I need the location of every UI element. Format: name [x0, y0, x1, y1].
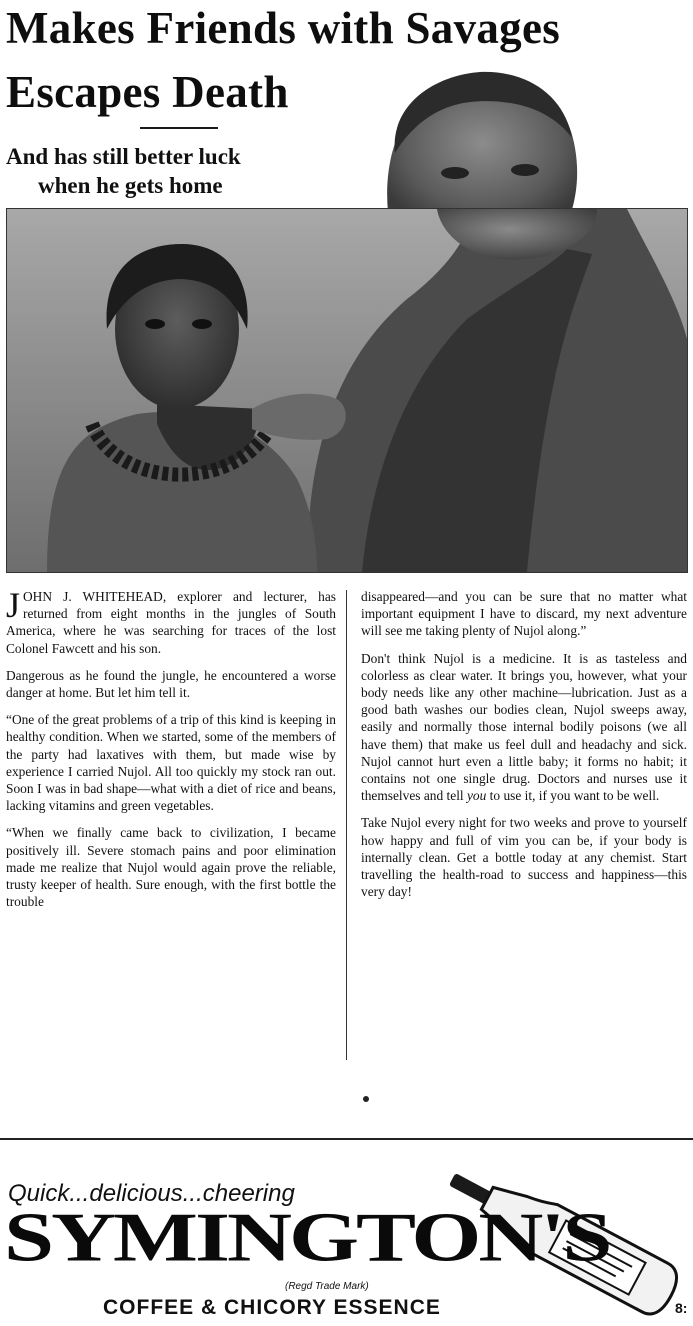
article-paragraph: disappeared—and you can be sure that no matter what important equipment I have to discard, my next adventure will see me taking plenty of Nujol along.” — [361, 589, 687, 639]
article-paragraph-text: to use it, if you want to be well. — [486, 788, 660, 804]
article-paragraph — [361, 650, 687, 805]
advert-tagline: Quick...delicious...cheering — [8, 1180, 295, 1207]
subheadline-line-1: And has still better luck — [6, 144, 241, 169]
drop-cap: J — [6, 585, 21, 625]
headline-line-2: Escapes Death — [6, 67, 289, 117]
article-paragraph: “One of the great problems of a trip of this kind is keeping in healthy condition. When we started, some of the members of the party had laxatives with them, but made wise by experience I carried Nujol. All too quickly my stock ran out. Soon I was in bad shape—what with a diet of rice and beans, lacking vitamins and green vegetables. — [6, 712, 336, 814]
article-column-right — [361, 588, 687, 910]
article-paragraph — [6, 585, 336, 657]
corner-page-mark: 8: — [675, 1300, 688, 1316]
trademark-note: (Regd Trade Mark) — [285, 1281, 369, 1292]
explorer-head-illustration — [350, 58, 600, 228]
advert-brand: SYMINGTON'S — [4, 1199, 610, 1277]
article-paragraph-text: Don't think Nujol is a medicine. It is as tasteless and colorless as clear water. It brings you, however, what your body needs like any other machine—lubrication. Just as a good bath washes our bodies clean, Nujol sweeps away, easily and normally those internal bodily poisons (we all have them) that make us feel dull and headachy and sick. Nujol cannot hurt even a little baby; it forms no habit; it contains not one single drug. Doctors and nurses use it themselves and tell — [361, 650, 687, 804]
bullet-dot — [363, 1096, 369, 1102]
subheadline-line-2: when he gets home — [38, 173, 223, 198]
headline-line-1: Makes Friends with Savages — [6, 3, 561, 53]
headline-rule — [140, 127, 218, 129]
article-paragraph-text: OHN J. WHITEHEAD, explorer and lecturer, has returned from eight months in the jungles of South America, where he was searching for traces of the lost Colonel Fawcett and his son. — [6, 589, 336, 656]
emphasis-text: you — [466, 788, 487, 804]
article-paragraph: Take Nujol every night for two weeks and prove to yourself how happy and full of vim you can be, if your body is internally clean. Get a bottle today at any chemist. Start travelling the health-road to success and happiness—this very day! — [361, 815, 687, 900]
article-column-left — [6, 585, 336, 920]
article-paragraph: “When we finally came back to civilization, I became positively ill. Severe stomach pains and poor elimination made me realize that Nujol would again prove the reliable, trusty keeper of health. Sure enough, with the first bottle the trouble — [6, 825, 336, 910]
article-paragraph: Dangerous as he found the jungle, he encountered a worse danger at home. But let him tell it. — [6, 667, 336, 701]
advert-divider — [0, 1138, 693, 1140]
column-divider — [346, 590, 347, 1060]
advert-product: COFFEE & CHICORY ESSENCE — [103, 1296, 441, 1319]
photo-illustration — [7, 209, 687, 572]
explorer-and-native-photo — [6, 208, 688, 573]
